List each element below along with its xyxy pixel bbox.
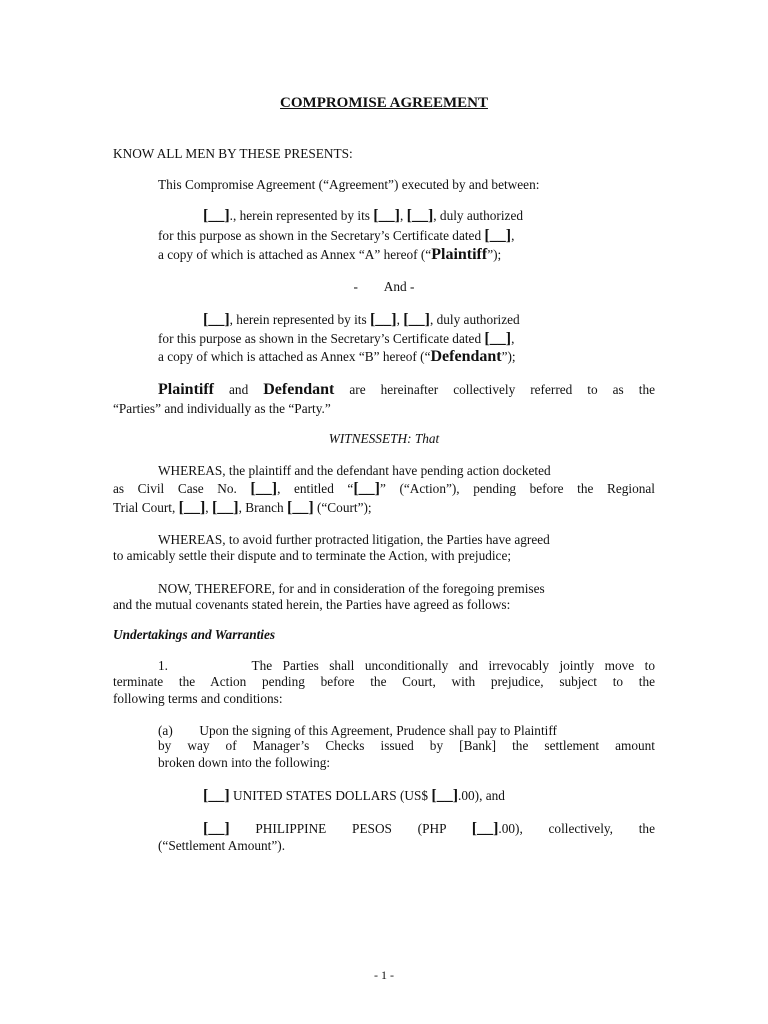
item1-line1: 1. The Parties shall unconditionally and irrevocably jointly move to — [158, 658, 655, 673]
witnesseth-line: WITNESSETH: That — [328, 431, 440, 446]
party1-line2: for this purpose as shown in the Secretary’s Certificate dated [__], — [158, 227, 515, 244]
now-therefore-line2: and the mutual covenants stated herein, the Parties have agreed as follows: — [113, 597, 511, 612]
document-title: COMPROMISE AGREEMENT — [280, 95, 488, 111]
item1-line2: terminate the Action pending before the Court, with prejudice, subject to the — [113, 674, 655, 689]
whereas1-line3: Trial Court, [__], [__], Branch [__] (“Court”); — [113, 499, 372, 516]
php-line1: [__] PHILIPPINE PESOS (PHP [__].00), collectively, the — [203, 820, 655, 837]
collective-line2: “Parties” and individually as the “Party.” — [113, 401, 331, 416]
party1-line3: a copy of which is attached as Annex “A” hereof (“Plaintiff”); — [158, 246, 502, 263]
php-line2: (“Settlement Amount”). — [158, 838, 286, 853]
party2-line3: a copy of which is attached as Annex “B” hereof (“Defendant”); — [158, 348, 516, 365]
and-separator: - And - — [353, 279, 415, 294]
party2-line1: [__], herein represented by its [__], [__], duly authorized — [203, 311, 520, 328]
know-all-line: KNOW ALL MEN BY THESE PRESENTS: — [113, 146, 353, 161]
item1-line3: following terms and conditions: — [113, 691, 283, 706]
intro-line: This Compromise Agreement (“Agreement”) executed by and between: — [158, 177, 540, 192]
party1-line1: [__]., herein represented by its [__], [__], duly authorized — [203, 207, 523, 224]
collective-line1: Plaintiff and Defendant are hereinafter collectively referred to as the — [158, 381, 655, 398]
page-number: - 1 - — [374, 968, 394, 982]
whereas1-line1: WHEREAS, the plaintiff and the defendant have pending action docketed — [158, 463, 551, 478]
item-a-line3: broken down into the following: — [158, 755, 331, 770]
usd-line: [__] UNITED STATES DOLLARS (US$ [__].00), and — [203, 787, 505, 804]
whereas1-line2: as Civil Case No. [__], entitled “[__]” (“Action”), pending before the Regional — [113, 480, 655, 497]
now-therefore-line1: NOW, THEREFORE, for and in consideration of the foregoing premises — [158, 581, 545, 596]
item-a-line1: (a) Upon the signing of this Agreement, Prudence shall pay to Plaintiff — [158, 723, 557, 738]
section-heading: Undertakings and Warranties — [113, 627, 276, 642]
party2-line2: for this purpose as shown in the Secretary’s Certificate dated [__], — [158, 330, 515, 347]
item-a-line2: by way of Manager’s Checks issued by [Bank] the settlement amount — [158, 738, 655, 753]
whereas2-line2: to amicably settle their dispute and to terminate the Action, with prejudice; — [113, 548, 512, 563]
whereas2-line1: WHEREAS, to avoid further protracted litigation, the Parties have agreed — [158, 532, 550, 547]
